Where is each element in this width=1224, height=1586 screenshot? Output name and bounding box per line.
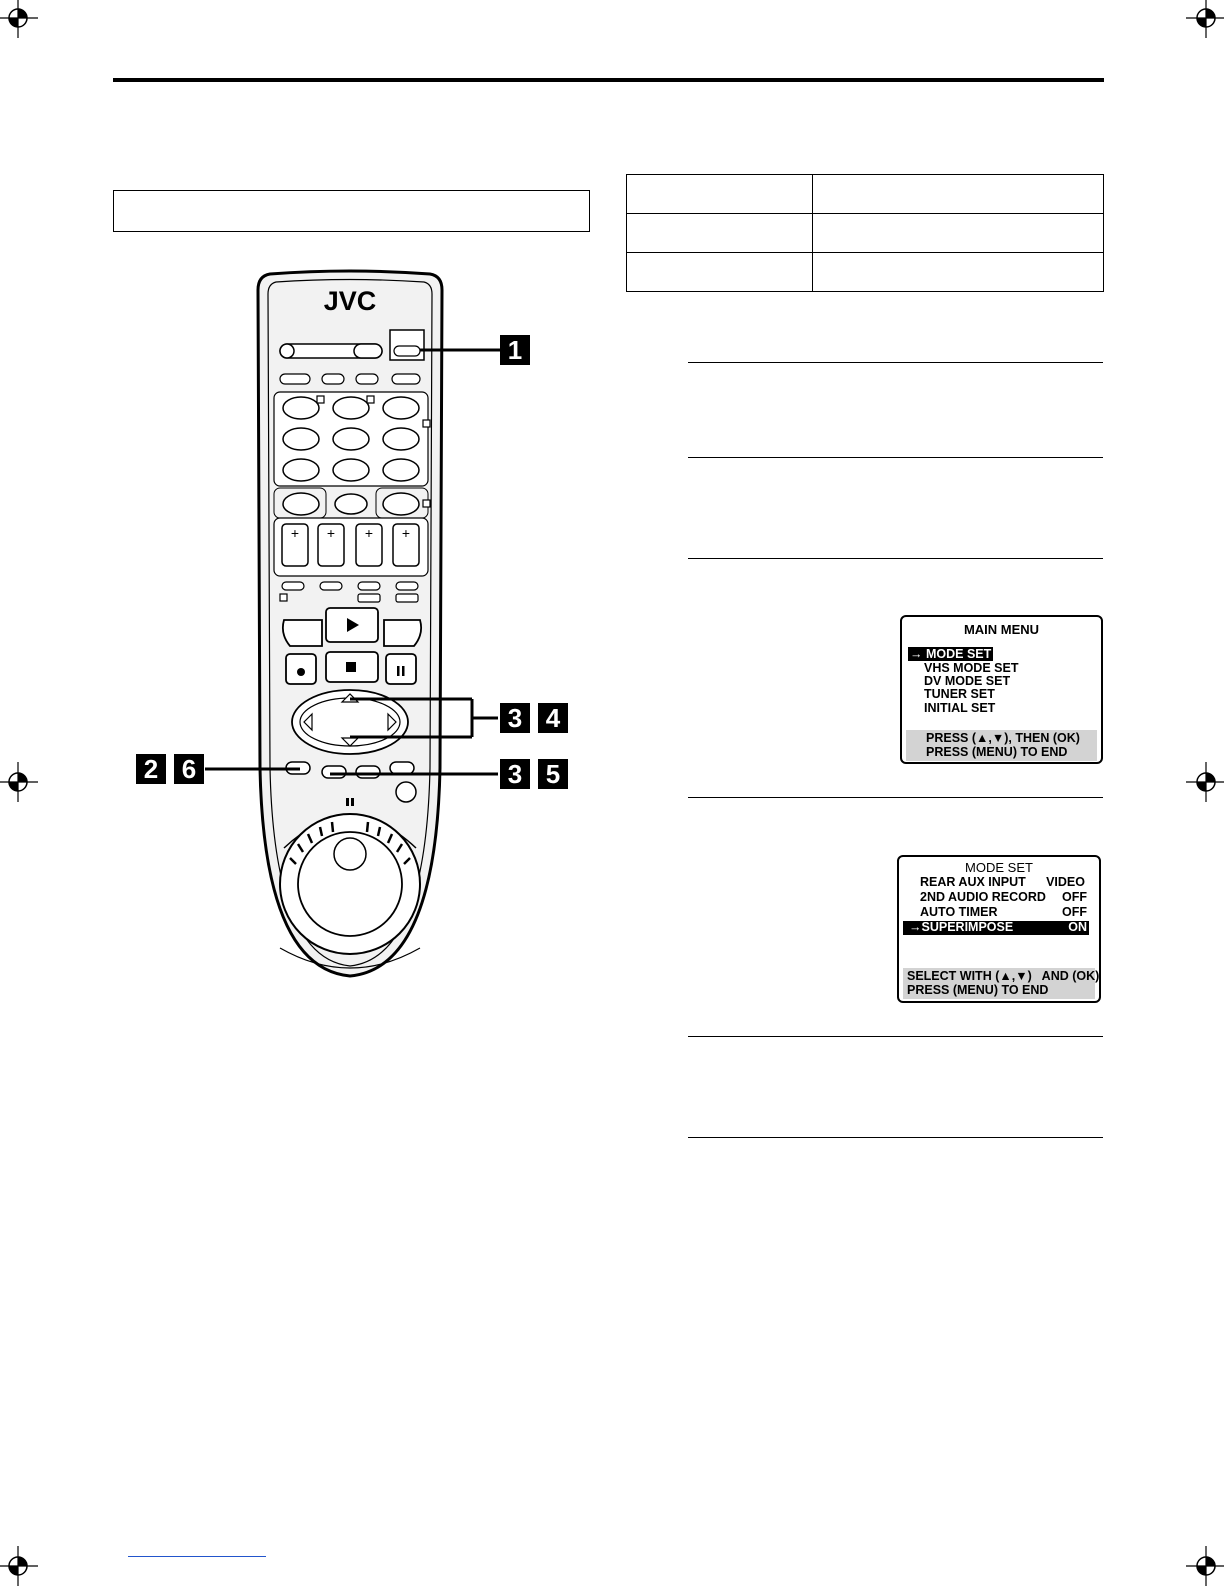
selection-arrow-icon: →	[910, 647, 923, 661]
menu-item-tuner-set: TUNER SET	[924, 687, 995, 701]
main-menu-title: MAIN MENU	[963, 622, 1040, 637]
menu-item-initial-set: INITIAL SET	[924, 701, 996, 715]
setting-label: 2ND AUDIO RECORD	[920, 890, 1046, 904]
menu-item-label: MODE SET	[925, 647, 992, 661]
setting-label: SUPERIMPOSE	[921, 920, 1014, 934]
setting-label: REAR AUX INPUT	[920, 875, 1026, 889]
setting-value: OFF	[1062, 905, 1087, 919]
callout-step-3: 3	[500, 759, 530, 789]
menu-item-mode-set	[908, 648, 993, 662]
svg-text:+: +	[364, 525, 374, 541]
footer-instruction: PRESS (MENU) TO END	[907, 982, 1049, 997]
mode-set-title: MODE SET	[965, 860, 1033, 875]
callout-step-5: 5	[538, 759, 568, 789]
setting-value: VIDEO	[1046, 875, 1085, 889]
footer-link-underline	[128, 1556, 266, 1557]
menu-item-dv-mode-set: DV MODE SET	[924, 674, 1011, 688]
selection-arrow-icon: →	[909, 920, 922, 934]
setting-value: OFF	[1062, 890, 1087, 904]
menu-item-vhs-mode-set: VHS MODE SET	[924, 661, 1019, 675]
setting-value: ON	[1068, 920, 1087, 934]
callout-step-6: 6	[174, 754, 204, 784]
callout-step-4: 4	[538, 703, 568, 733]
callout-step-2: 2	[136, 754, 166, 784]
svg-text:+: +	[290, 525, 300, 541]
footer-instruction: PRESS (MENU) TO END	[926, 744, 1068, 759]
mode-set-screen	[897, 855, 1101, 1003]
svg-text:+: +	[401, 525, 411, 541]
callout-step-3: 3	[500, 703, 530, 733]
footer-instruction: PRESS (▲,▼), THEN (OK)	[926, 731, 1080, 745]
main-menu-screen	[900, 615, 1103, 764]
setting-row-selected	[903, 921, 1089, 935]
main-menu-footer	[906, 730, 1097, 761]
callout-step-1: 1	[500, 335, 530, 365]
remote-brand-logo: JVC	[323, 286, 377, 316]
mode-set-footer	[903, 968, 1100, 999]
setting-label: AUTO TIMER	[920, 905, 998, 919]
footer-instruction: SELECT WITH (▲,▼) AND (OK)	[907, 969, 1100, 983]
svg-text:+: +	[326, 525, 336, 541]
